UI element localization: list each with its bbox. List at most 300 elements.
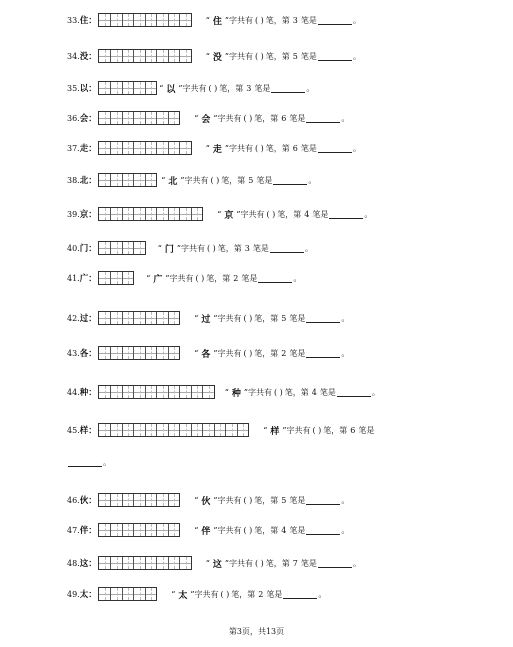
close-quote-text: ”字共有 <box>180 175 209 185</box>
answer-blank[interactable] <box>306 349 340 358</box>
writing-cell[interactable] <box>99 347 111 359</box>
writing-cell[interactable] <box>168 424 180 436</box>
writing-cell[interactable] <box>168 312 180 324</box>
writing-cell[interactable] <box>156 208 168 220</box>
text-stroke-is: 笔是 <box>289 348 306 358</box>
text-stroke-is: 笔是 <box>300 51 317 61</box>
colon: ： <box>88 176 97 186</box>
close-quote-text: ”字共有 <box>213 495 242 505</box>
writing-cell[interactable] <box>110 312 122 324</box>
text-stroke-is: 笔是 <box>289 113 306 123</box>
writing-grid[interactable] <box>98 241 146 255</box>
colon: ： <box>88 526 97 536</box>
writing-cell[interactable] <box>122 50 134 62</box>
writing-cell[interactable] <box>122 112 134 124</box>
question-text <box>194 524 349 537</box>
stroke-count-blank[interactable]: ( ) <box>195 273 205 283</box>
writing-cell[interactable] <box>156 494 168 506</box>
writing-cell[interactable] <box>122 347 134 359</box>
question-text <box>161 174 316 187</box>
question-char: 各 <box>79 349 89 359</box>
quoted-char: 过 <box>201 314 211 325</box>
question-text <box>171 588 326 601</box>
writing-cell[interactable] <box>145 50 157 62</box>
writing-grid[interactable] <box>98 493 181 507</box>
quoted-char: 京 <box>224 210 234 221</box>
writing-cell[interactable] <box>99 174 111 186</box>
writing-cell[interactable] <box>110 494 122 506</box>
colon: ： <box>88 274 97 284</box>
writing-cell[interactable] <box>99 524 111 536</box>
writing-cell[interactable] <box>179 386 191 398</box>
stroke-number: 7 <box>292 558 298 568</box>
colon: ： <box>88 426 97 436</box>
writing-cell[interactable] <box>122 557 134 569</box>
close-quote-text: ”字共有 <box>213 525 242 535</box>
stroke-count-blank[interactable]: ( ) <box>220 589 230 599</box>
writing-cell[interactable] <box>145 14 157 26</box>
stroke-count-blank[interactable]: ( ) <box>254 51 264 61</box>
stroke-count-blank[interactable]: ( ) <box>254 558 264 568</box>
writing-cell[interactable] <box>133 424 145 436</box>
question-text <box>159 82 314 95</box>
open-quote: “ <box>194 348 199 358</box>
stroke-number: 5 <box>281 495 287 505</box>
answer-blank[interactable] <box>283 590 317 599</box>
colon: ： <box>88 244 97 254</box>
stroke-count-blank[interactable]: ( ) <box>312 425 322 435</box>
writing-cell[interactable] <box>133 14 145 26</box>
writing-cell[interactable] <box>168 50 180 62</box>
full-stop: 。 <box>352 143 361 153</box>
writing-cell[interactable] <box>110 174 122 186</box>
text-stroke-is: 笔是 <box>300 558 317 568</box>
writing-cell[interactable] <box>133 82 145 94</box>
writing-cell[interactable] <box>99 50 111 62</box>
answer-blank[interactable] <box>271 84 305 93</box>
writing-cell[interactable] <box>110 524 122 536</box>
writing-cell[interactable] <box>122 588 134 600</box>
stroke-number: 2 <box>281 348 287 358</box>
question-char: 过 <box>79 314 89 324</box>
writing-cell[interactable] <box>145 424 157 436</box>
close-quote-text: ”字共有 <box>224 15 253 25</box>
text-strokes: 笔，第 <box>265 15 290 25</box>
writing-cell[interactable] <box>122 386 134 398</box>
text-strokes: 笔，第 <box>323 425 348 435</box>
answer-blank[interactable] <box>273 176 307 185</box>
writing-grid[interactable] <box>98 311 181 325</box>
writing-cell[interactable] <box>168 347 180 359</box>
stroke-number: 3 <box>292 15 298 25</box>
colon: ： <box>88 349 97 359</box>
question-45-continuation <box>67 457 111 468</box>
writing-cell[interactable] <box>156 347 168 359</box>
stroke-count-blank[interactable]: ( ) <box>254 15 264 25</box>
writing-cell[interactable] <box>145 386 157 398</box>
stroke-count-blank[interactable]: ( ) <box>208 83 218 93</box>
writing-cell[interactable] <box>99 14 111 26</box>
text-strokes: 笔，第 <box>219 83 244 93</box>
open-quote: “ <box>217 209 222 219</box>
writing-cell[interactable] <box>145 494 157 506</box>
full-stop: 。 <box>341 495 350 505</box>
writing-cell[interactable] <box>156 142 168 154</box>
text-strokes: 笔，第 <box>221 175 246 185</box>
writing-cell[interactable] <box>110 14 122 26</box>
colon: ： <box>88 114 97 124</box>
colon: ： <box>88 388 97 398</box>
stroke-number: 5 <box>281 313 287 323</box>
text-strokes: 笔，第 <box>265 143 290 153</box>
close-quote-text: ”字共有 <box>243 387 272 397</box>
text-strokes: 笔，第 <box>254 348 279 358</box>
question-text <box>217 208 372 221</box>
question-number: 40. <box>67 243 80 253</box>
writing-cell[interactable] <box>225 424 237 436</box>
stroke-count-blank[interactable]: ( ) <box>243 495 253 505</box>
writing-cell[interactable] <box>110 82 122 94</box>
answer-blank[interactable] <box>306 114 340 123</box>
answer-blank[interactable] <box>270 244 304 253</box>
writing-cell[interactable] <box>145 174 157 186</box>
question-row <box>67 310 349 326</box>
writing-cell[interactable] <box>168 386 180 398</box>
writing-cell[interactable] <box>145 347 157 359</box>
open-quote: “ <box>157 243 162 253</box>
quoted-char: 种 <box>231 388 241 399</box>
writing-cell[interactable] <box>133 588 145 600</box>
writing-cell[interactable] <box>122 142 134 154</box>
question-char: 伴 <box>79 526 89 536</box>
writing-cell[interactable] <box>110 208 122 220</box>
writing-cell[interactable] <box>110 557 122 569</box>
writing-cell[interactable] <box>156 524 168 536</box>
writing-cell[interactable] <box>110 347 122 359</box>
text-strokes: 笔，第 <box>254 525 279 535</box>
quoted-char: 没 <box>212 52 222 63</box>
writing-grid[interactable] <box>98 173 158 187</box>
writing-cell[interactable] <box>156 112 168 124</box>
text-strokes: 笔，第 <box>284 387 309 397</box>
question-char: 以 <box>79 84 89 94</box>
writing-cell[interactable] <box>122 312 134 324</box>
quoted-char: 会 <box>201 114 211 125</box>
stroke-count-blank[interactable]: ( ) <box>243 348 253 358</box>
answer-blank[interactable] <box>318 144 352 153</box>
writing-cell[interactable] <box>145 208 157 220</box>
writing-grid[interactable] <box>98 346 181 360</box>
writing-cell[interactable] <box>122 174 134 186</box>
writing-cell[interactable] <box>179 142 191 154</box>
writing-cell[interactable] <box>133 174 145 186</box>
quoted-char: 这 <box>212 559 222 570</box>
full-stop: 。 <box>103 458 111 467</box>
writing-cell[interactable] <box>168 208 180 220</box>
writing-cell[interactable] <box>122 494 134 506</box>
writing-cell[interactable] <box>156 14 168 26</box>
writing-cell[interactable] <box>99 557 111 569</box>
question-number: 47. <box>67 525 80 535</box>
writing-cell[interactable] <box>133 208 145 220</box>
writing-cell[interactable] <box>145 142 157 154</box>
writing-grid[interactable] <box>98 385 215 399</box>
writing-cell[interactable] <box>179 14 191 26</box>
question-number: 46. <box>67 495 80 505</box>
writing-cell[interactable] <box>99 588 111 600</box>
writing-cell[interactable] <box>99 242 111 254</box>
question-char: 门 <box>79 244 89 254</box>
question-row <box>67 422 374 438</box>
question-number: 45. <box>67 425 80 435</box>
quoted-char: 门 <box>164 244 174 255</box>
writing-cell[interactable] <box>122 272 134 284</box>
writing-cell[interactable] <box>191 208 203 220</box>
answer-blank[interactable] <box>318 559 352 568</box>
text-strokes: 笔，第 <box>254 495 279 505</box>
writing-cell[interactable] <box>99 82 111 94</box>
writing-grid[interactable] <box>98 49 192 63</box>
question-number: 42. <box>67 313 80 323</box>
stroke-count-blank[interactable]: ( ) <box>243 313 253 323</box>
writing-cell[interactable] <box>122 524 134 536</box>
writing-grid[interactable] <box>98 81 158 95</box>
writing-cell[interactable] <box>122 82 134 94</box>
writing-cell[interactable] <box>110 112 122 124</box>
writing-cell[interactable] <box>133 142 145 154</box>
open-quote: “ <box>224 387 229 397</box>
stroke-number: 2 <box>233 273 239 283</box>
question-number: 44. <box>67 387 80 397</box>
colon: ： <box>88 314 97 324</box>
open-quote: “ <box>159 83 164 93</box>
writing-grid[interactable] <box>98 207 204 221</box>
writing-cell[interactable] <box>99 142 111 154</box>
text-strokes: 笔，第 <box>231 589 256 599</box>
writing-grid[interactable] <box>98 587 158 601</box>
full-stop: 。 <box>364 209 373 219</box>
stroke-count-blank[interactable]: ( ) <box>273 387 283 397</box>
full-stop: 。 <box>352 51 361 61</box>
colon: ： <box>88 559 97 569</box>
writing-cell[interactable] <box>191 386 203 398</box>
writing-cell[interactable] <box>122 208 134 220</box>
writing-cell[interactable] <box>168 142 180 154</box>
writing-cell[interactable] <box>156 312 168 324</box>
writing-cell[interactable] <box>110 142 122 154</box>
writing-cell[interactable] <box>99 272 111 284</box>
writing-cell[interactable] <box>133 557 145 569</box>
text-strokes: 笔，第 <box>254 113 279 123</box>
writing-cell[interactable] <box>99 112 111 124</box>
writing-cell[interactable] <box>156 386 168 398</box>
open-quote: “ <box>205 15 210 25</box>
answer-blank[interactable] <box>68 458 102 467</box>
writing-cell[interactable] <box>179 208 191 220</box>
stroke-count-blank[interactable]: ( ) <box>206 243 216 253</box>
close-quote-text: ”字共有 <box>213 113 242 123</box>
writing-cell[interactable] <box>99 386 111 398</box>
writing-cell[interactable] <box>110 242 122 254</box>
stroke-number: 4 <box>281 525 287 535</box>
close-quote-text: ”字共有 <box>190 589 219 599</box>
writing-cell[interactable] <box>179 50 191 62</box>
writing-cell[interactable] <box>168 112 180 124</box>
question-number: 39. <box>67 209 80 219</box>
question-text <box>194 347 349 360</box>
writing-cell[interactable] <box>202 386 214 398</box>
stroke-count-blank[interactable]: ( ) <box>243 525 253 535</box>
writing-cell[interactable] <box>122 242 134 254</box>
text-stroke-is: 笔是 <box>254 83 271 93</box>
writing-cell[interactable] <box>133 312 145 324</box>
question-row <box>67 240 313 256</box>
quoted-char: 以 <box>166 84 176 95</box>
writing-cell[interactable] <box>156 557 168 569</box>
question-number: 34. <box>67 51 80 61</box>
open-quote: “ <box>146 273 151 283</box>
writing-cell[interactable] <box>99 494 111 506</box>
writing-grid[interactable] <box>98 141 192 155</box>
writing-cell[interactable] <box>110 386 122 398</box>
writing-cell[interactable] <box>133 494 145 506</box>
writing-cell[interactable] <box>122 424 134 436</box>
writing-cell[interactable] <box>191 424 203 436</box>
answer-blank[interactable] <box>329 210 363 219</box>
writing-cell[interactable] <box>133 386 145 398</box>
text-strokes: 笔，第 <box>265 51 290 61</box>
text-stroke-is: 笔是 <box>266 589 283 599</box>
writing-cell[interactable] <box>99 312 111 324</box>
writing-grid[interactable] <box>98 13 192 27</box>
writing-cell[interactable] <box>133 524 145 536</box>
question-number: 48. <box>67 558 80 568</box>
stroke-number: 4 <box>311 387 317 397</box>
stroke-count-blank[interactable]: ( ) <box>254 143 264 153</box>
open-quote: “ <box>194 495 199 505</box>
question-number: 38. <box>67 175 80 185</box>
stroke-number: 4 <box>304 209 310 219</box>
writing-grid[interactable] <box>98 423 250 437</box>
writing-cell[interactable] <box>145 588 157 600</box>
quoted-char: 住 <box>212 16 222 27</box>
writing-cell[interactable] <box>110 588 122 600</box>
question-row <box>67 270 301 286</box>
writing-cell[interactable] <box>145 112 157 124</box>
question-text <box>158 242 313 255</box>
writing-cell[interactable] <box>168 14 180 26</box>
text-stroke-is: 笔是 <box>289 495 306 505</box>
question-row <box>67 172 316 188</box>
page-footer: 第3页，共13页 <box>228 627 285 636</box>
open-quote: “ <box>194 525 199 535</box>
stroke-count-blank[interactable]: ( ) <box>243 113 253 123</box>
writing-cell[interactable] <box>145 557 157 569</box>
writing-cell[interactable] <box>145 312 157 324</box>
full-stop: 。 <box>293 273 302 283</box>
answer-blank[interactable] <box>318 52 352 61</box>
full-stop: 。 <box>371 387 380 397</box>
writing-cell[interactable] <box>145 524 157 536</box>
writing-cell[interactable] <box>179 557 191 569</box>
writing-grid[interactable] <box>98 271 135 285</box>
writing-cell[interactable] <box>110 50 122 62</box>
question-text <box>206 14 361 27</box>
writing-cell[interactable] <box>179 424 191 436</box>
question-char: 北 <box>79 176 89 186</box>
question-number: 37. <box>67 143 80 153</box>
writing-cell[interactable] <box>133 242 145 254</box>
writing-cell[interactable] <box>99 208 111 220</box>
answer-blank[interactable] <box>258 274 292 283</box>
open-quote: “ <box>205 143 210 153</box>
writing-cell[interactable] <box>156 50 168 62</box>
answer-blank[interactable] <box>306 314 340 323</box>
stroke-count-blank[interactable]: ( ) <box>266 209 276 219</box>
writing-cell[interactable] <box>156 424 168 436</box>
question-number: 35. <box>67 83 80 93</box>
writing-cell[interactable] <box>133 50 145 62</box>
writing-cell[interactable] <box>133 112 145 124</box>
quoted-char: 各 <box>201 349 211 360</box>
text-strokes: 笔，第 <box>254 313 279 323</box>
question-text <box>146 272 301 285</box>
question-number: 36. <box>67 113 80 123</box>
writing-cell[interactable] <box>122 14 134 26</box>
quoted-char: 太 <box>178 590 188 601</box>
writing-cell[interactable] <box>168 524 180 536</box>
writing-grid[interactable] <box>98 523 181 537</box>
text-stroke-is: 笔是 <box>289 525 306 535</box>
writing-cell[interactable] <box>202 424 214 436</box>
stroke-count-blank[interactable]: ( ) <box>210 175 220 185</box>
question-row <box>67 492 349 508</box>
writing-cell[interactable] <box>168 557 180 569</box>
writing-cell[interactable] <box>99 424 111 436</box>
answer-blank[interactable] <box>337 388 371 397</box>
answer-blank[interactable] <box>318 16 352 25</box>
writing-cell[interactable] <box>237 424 249 436</box>
quoted-char: 样 <box>270 426 280 437</box>
question-text <box>263 424 374 437</box>
colon: ： <box>88 590 97 600</box>
writing-grid[interactable] <box>98 556 192 570</box>
close-quote-text: ”字共有 <box>224 558 253 568</box>
close-quote-text: ”字共有 <box>165 273 194 283</box>
writing-cell[interactable] <box>168 494 180 506</box>
writing-cell[interactable] <box>145 82 157 94</box>
question-row <box>67 384 380 400</box>
writing-cell[interactable] <box>133 347 145 359</box>
open-quote: “ <box>263 425 268 435</box>
question-text <box>206 557 361 570</box>
close-quote-text: ”字共有 <box>224 51 253 61</box>
writing-cell[interactable] <box>214 424 226 436</box>
colon: ： <box>88 84 97 94</box>
writing-cell[interactable] <box>110 272 122 284</box>
question-char: 广 <box>79 274 89 284</box>
text-stroke-is: 笔是 <box>312 209 329 219</box>
question-char: 种 <box>79 388 89 398</box>
writing-cell[interactable] <box>110 424 122 436</box>
close-quote-text: ”字共有 <box>213 348 242 358</box>
colon: ： <box>88 144 97 154</box>
answer-blank[interactable] <box>306 526 340 535</box>
text-stroke-is: 笔是 <box>252 243 269 253</box>
writing-grid[interactable] <box>98 111 181 125</box>
answer-blank[interactable] <box>306 496 340 505</box>
text-stroke-is: 笔是 <box>256 175 273 185</box>
